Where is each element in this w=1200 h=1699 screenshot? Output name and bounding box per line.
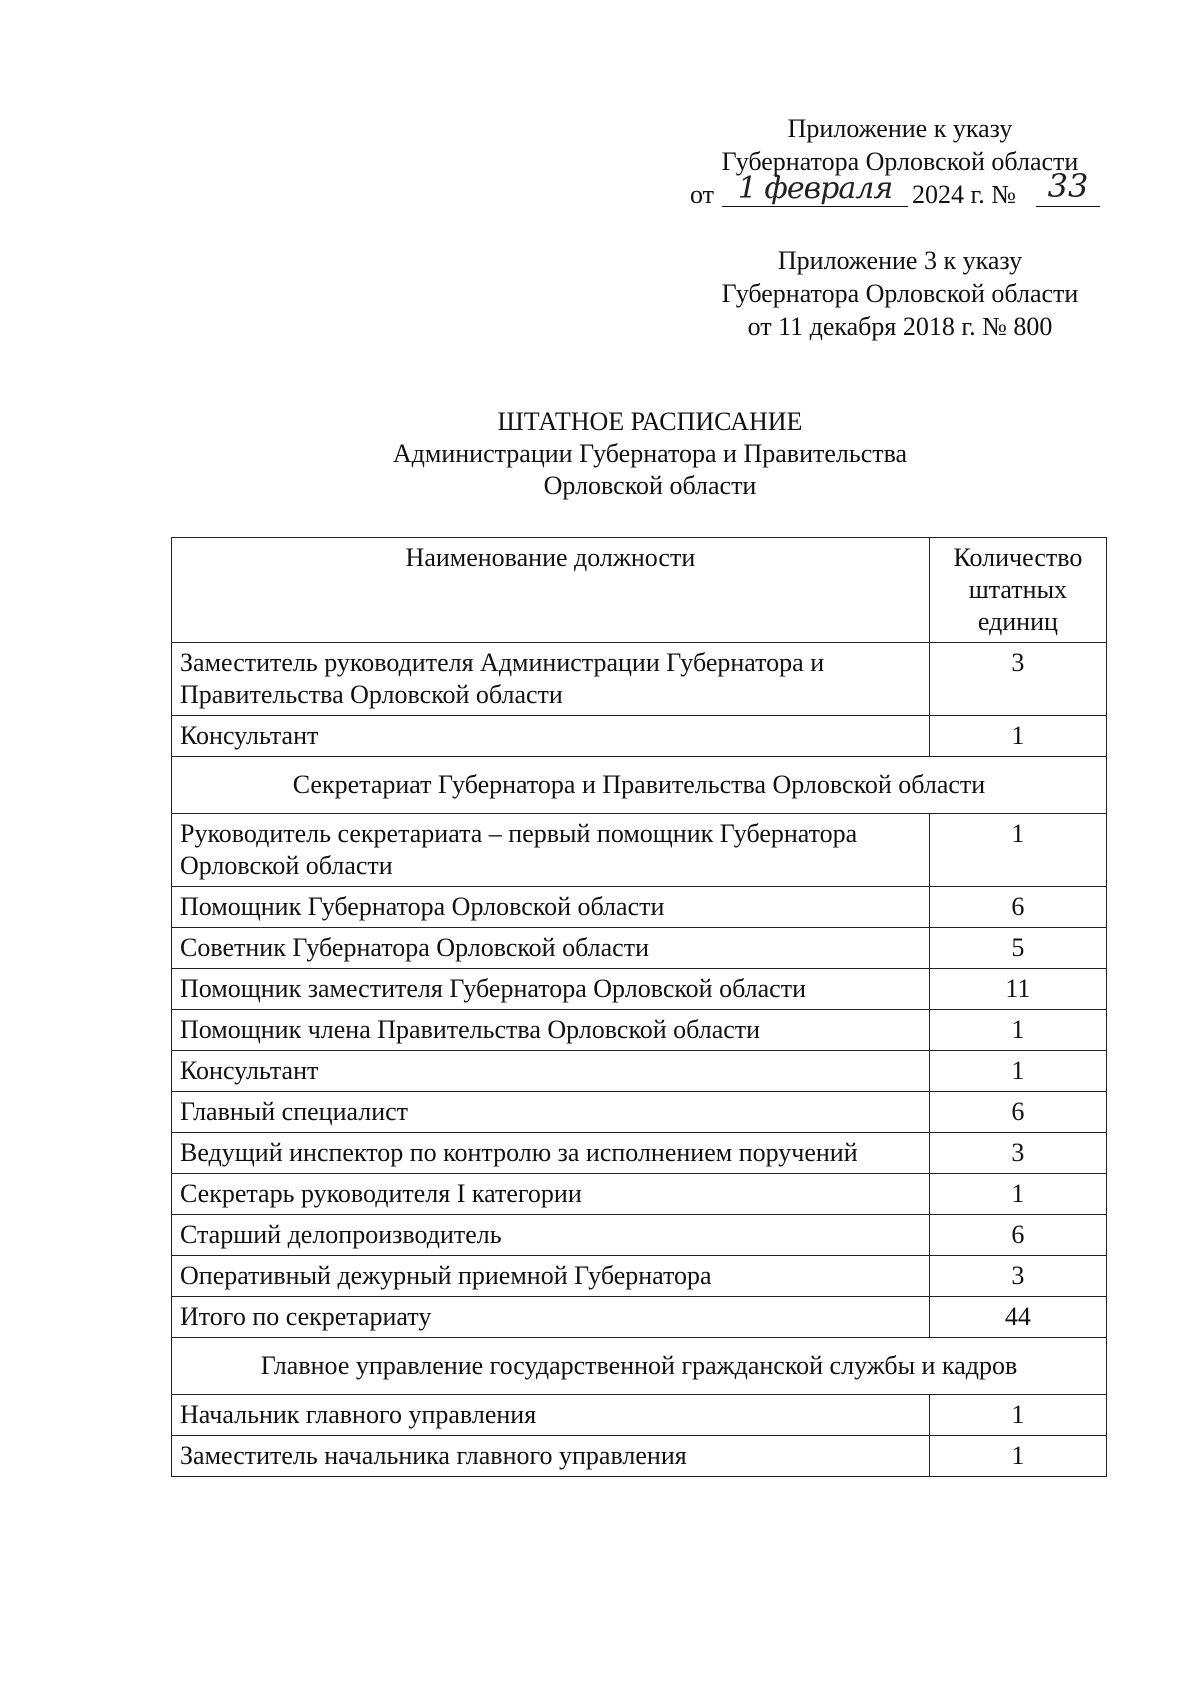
unit-count: 1 xyxy=(929,1436,1106,1477)
unit-count: 1 xyxy=(929,814,1106,887)
table-row xyxy=(172,1297,1107,1338)
position-name: Заместитель руководителя Администрации Губернатора и Правительства Орловской области xyxy=(172,643,930,716)
unit-count: 1 xyxy=(929,1010,1106,1051)
appendix-original-decree xyxy=(690,244,1110,343)
unit-count: 44 xyxy=(929,1297,1106,1338)
position-name: Руководитель секретариата – первый помощник Губернатора Орловской области xyxy=(172,814,930,887)
table-body xyxy=(172,643,1107,1477)
table-row xyxy=(172,1010,1107,1051)
table-row xyxy=(172,643,1107,716)
title-line3: Орловской области xyxy=(543,471,757,500)
staff-schedule-table xyxy=(171,537,1107,1477)
unit-count: 6 xyxy=(929,1092,1106,1133)
unit-count: 1 xyxy=(929,1051,1106,1092)
appendix-date-line xyxy=(690,167,1110,211)
section-header-row xyxy=(172,757,1107,814)
unit-count: 3 xyxy=(929,1256,1106,1297)
position-name: Главный специалист xyxy=(172,1092,930,1133)
table-row xyxy=(172,969,1107,1010)
position-name: Помощник члена Правительства Орловской области xyxy=(172,1010,930,1051)
position-name: Помощник заместителя Губернатора Орловской области xyxy=(172,969,930,1010)
unit-count: 1 xyxy=(929,1174,1106,1215)
table-row xyxy=(172,1174,1107,1215)
appendix-line2: Губернатора Орловской области xyxy=(721,147,1079,176)
position-name: Оперативный дежурный приемной Губернатора xyxy=(172,1256,930,1297)
table-row xyxy=(172,716,1107,757)
position-name: Итого по секретариату xyxy=(172,1297,930,1338)
appendix-current-decree xyxy=(690,112,1110,211)
unit-count: 11 xyxy=(929,969,1106,1010)
header-unit-count: Количество штатных единиц xyxy=(929,538,1106,643)
appendix2-line3: от 11 декабря 2018 г. № 800 xyxy=(747,312,1053,341)
position-name: Ведущий инспектор по контролю за исполнением поручений xyxy=(172,1133,930,1174)
unit-count: 6 xyxy=(929,887,1106,928)
table-row xyxy=(172,1215,1107,1256)
title-line2: Администрации Губернатора и Правительства xyxy=(392,439,908,468)
position-name: Консультант xyxy=(172,716,930,757)
position-name: Советник Губернатора Орловской области xyxy=(172,928,930,969)
unit-count: 6 xyxy=(929,1215,1106,1256)
position-name: Начальник главного управления xyxy=(172,1395,930,1436)
handwritten-number: 33 xyxy=(1036,170,1100,207)
position-name: Помощник Губернатора Орловской области xyxy=(172,887,930,928)
table-row xyxy=(172,814,1107,887)
position-name: Секретарь руководителя I категории xyxy=(172,1174,930,1215)
table-row xyxy=(172,887,1107,928)
table-row xyxy=(172,928,1107,969)
header-position-name: Наименование должности xyxy=(172,538,930,643)
appendix2-line2: Губернатора Орловской области xyxy=(721,279,1079,308)
year-and-number-label: 2024 г. № xyxy=(912,180,1017,209)
table-row xyxy=(172,1092,1107,1133)
unit-count: 3 xyxy=(929,1133,1106,1174)
document-title xyxy=(300,406,1000,502)
position-name: Старший делопроизводитель xyxy=(172,1215,930,1256)
table-row xyxy=(172,1395,1107,1436)
date-prefix: от xyxy=(690,180,715,209)
table-row xyxy=(172,1256,1107,1297)
table-row xyxy=(172,1051,1107,1092)
unit-count: 3 xyxy=(929,643,1106,716)
section-header-row xyxy=(172,1338,1107,1395)
handwritten-date: 1 февраля xyxy=(722,172,908,207)
position-name: Консультант xyxy=(172,1051,930,1092)
unit-count: 1 xyxy=(929,1395,1106,1436)
unit-count: 1 xyxy=(929,716,1106,757)
position-name: Заместитель начальника главного управления xyxy=(172,1436,930,1477)
table-header-row xyxy=(172,538,1107,643)
section-title: Секретариат Губернатора и Правительства Орловской области xyxy=(172,757,1107,814)
table-row xyxy=(172,1133,1107,1174)
appendix-line1: Приложение к указу xyxy=(787,114,1013,143)
appendix2-line1: Приложение 3 к указу xyxy=(777,246,1023,275)
table-row xyxy=(172,1436,1107,1477)
unit-count: 5 xyxy=(929,928,1106,969)
title-line1: ШТАТНОЕ РАСПИСАНИЕ xyxy=(497,407,803,436)
section-title: Главное управление государственной гражданской службы и кадров xyxy=(172,1338,1107,1395)
